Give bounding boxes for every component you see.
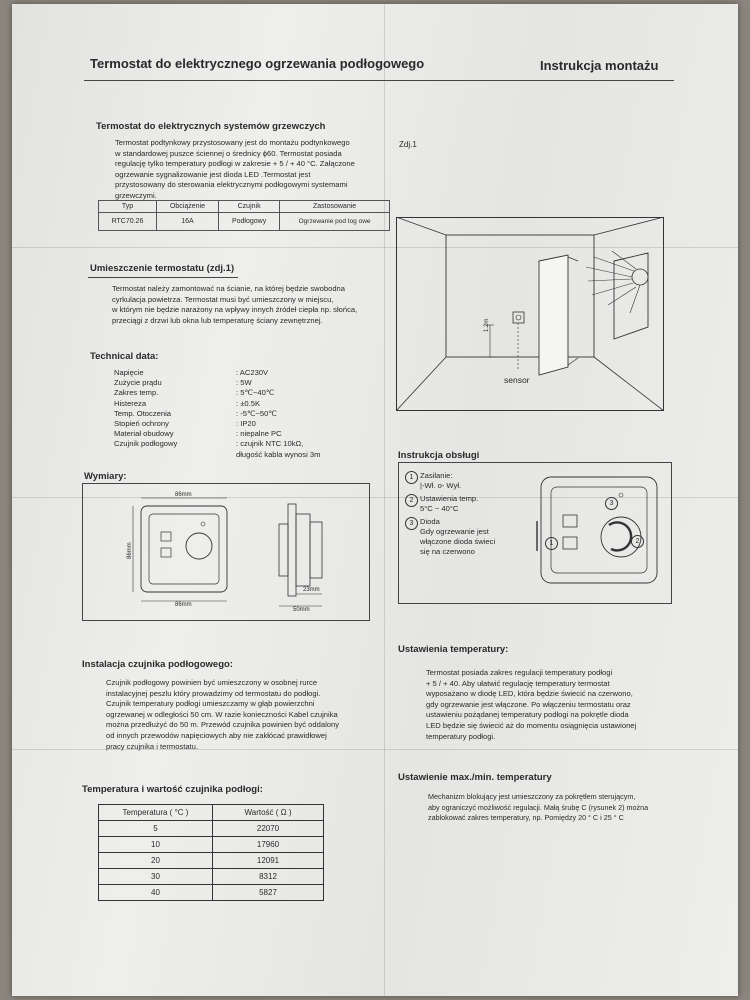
table-row: 30 8312 — [99, 869, 324, 885]
sensor-install-heading: Instalacja czujnika podłogowego: — [82, 659, 233, 670]
type-table-header: Zastosowanie — [280, 201, 390, 213]
document-subtitle: Instrukcja montażu — [540, 58, 659, 73]
dimensions-drawing — [83, 484, 369, 620]
mark-2: 2 — [631, 535, 644, 548]
temp-settings-heading: Ustawienia temperatury: — [398, 644, 509, 655]
dimensions-diagram — [82, 483, 370, 621]
resistance-table — [98, 804, 324, 901]
spec-row: Napięcie : AC230V — [114, 368, 269, 377]
technical-data-table — [112, 368, 322, 460]
operation-legend — [405, 471, 505, 557]
table-row: 10 17960 — [99, 837, 324, 853]
dimensions-heading: Wymiary: — [84, 471, 127, 482]
spec-row: Histereza : ±0.5K — [114, 398, 261, 408]
room-diagram — [396, 217, 664, 411]
type-table-header: Obciążenie — [156, 201, 218, 213]
type-table-header: Czujnik — [219, 201, 280, 213]
thermostat-front-drawing — [535, 475, 659, 587]
resistance-col-value: Wartość ( Ω ) — [213, 805, 324, 821]
sensor-install-text: Czujnik podłogowy powinien być umieszczony w osobnej rurce instalacyjnej peszlu który prowadzimy od termostatu do podłogi. Czujnik temperatury podłogi umieszczamy w głąb powierzchni ogrzewanej w odległości 50 cm. W razie konieczności Kabel czujnika można przedłużyć do 50 m. Przewód czujnika powinien być oddalony od innych przewodów napięciowych aby nie zakłócać prawidłowej pracy czujnika i termostatu. — [106, 678, 339, 751]
type-table-header: Typ — [99, 201, 157, 213]
legend-item-power: 1 Zasilanie: |-Wł. o- Wył. — [405, 471, 505, 491]
width-bottom-label: 86mm — [175, 602, 192, 608]
spec-row: Czujnik podłogowy : czujnik NTC 10kΩ, — [114, 439, 304, 449]
mark-3: 3 — [605, 497, 618, 510]
intro-heading: Termostat do elektrycznych systemów grzewczych — [96, 121, 326, 132]
table-row: 5 22070 — [99, 821, 324, 837]
type-table-cell: Podłogowy — [219, 213, 280, 231]
height-side-label: 86mm — [127, 542, 133, 559]
room-illustration — [396, 217, 664, 411]
resistance-heading: Temperatura i wartość czujnika podłogi: — [82, 784, 263, 795]
legend-item-led: 3 Dioda Gdy ogrzewanie jest włączone dioda świeci się na czerwono — [405, 517, 505, 557]
intro-text: Termostat podtynkowy przystosowany jest do montażu podtynkowego w standardowej puszce ściennej o średnicy ϕ60. Termostat posiada regulację tylko temperatury podłogi w zakresie + 5 / + 40 °C. Załączone ogrzewanie sygnalizowanie jest dioda LED .Termostat jest przystosowany do sterowania elektrycznymi podłogowymi systemami grzewczymi. — [115, 138, 355, 200]
depth2-label: 50mm — [293, 607, 310, 613]
spec-row: długość kabla wynosi 3m — [236, 449, 321, 459]
height-label: 1.2m — [484, 318, 490, 332]
maxmin-text: Mechanizm blokujący jest umieszczony za pokrętłem sterującym, aby ograniczyć możliwość regulacji. Małą śrubę C (rysunek 2) można zablokować zakres temperatury, np. Pomiędzy 20 ° C i 25 ° C — [428, 792, 649, 823]
spec-row: Zakres temp. : 5℃~40℃ — [114, 388, 275, 398]
placement-heading: Umieszczenie termostatu (zdj.1) — [90, 263, 235, 274]
technical-heading: Technical data: — [90, 351, 159, 362]
table-row: 20 12091 — [99, 853, 324, 869]
depth1-label: 23mm — [303, 587, 320, 593]
operation-heading: Instrukcja obsługi — [398, 450, 480, 461]
operation-panel — [398, 462, 672, 604]
resistance-col-temp: Temperatura ( °C ) — [99, 805, 213, 821]
placement-text: Termostat należy zamontować na ścianie, na której będzie swobodna cyrkulacja powietrza. Termostat musi być umieszczony w miejscu, w którym nie będzie narażony na wpływy innych źródeł ciepła np. słońca, przeciągi z drzwi lub okna lub temperaturę ściany zewnętrznej. — [112, 284, 358, 325]
temp-settings-text: Termostat posiada zakres regulacji temperatury podłogi + 5 / + 40. Aby ułatwić regulację temperatury termostat wyposażano w diodę LED, która będzie świecić na czerwono, gdy ogrzewanie jest włączone. Po włączeniu termostatu oraz ustawieniu pożądanej temperatury podłogi na pokrętle dioda LED będzie się świecić aż do momentu osiągnięcia ustawionej temperatury podłogi. — [426, 668, 637, 741]
maxmin-heading: Ustawienie max./min. temperatury — [398, 772, 552, 783]
spec-row: Stopień ochrony : IP20 — [114, 419, 256, 429]
figure-1-label: Zdj.1 — [399, 140, 417, 149]
spec-row: Temp. Otoczenia : -5℃~50℃ — [114, 408, 277, 418]
type-table-cell: Ogrzewanie pod tog owe — [280, 213, 390, 231]
document-sheet — [12, 4, 738, 996]
sensor-label: sensor — [504, 375, 530, 385]
spec-row: Materiał obudowy : niepalne PC — [114, 429, 282, 439]
type-table-cell: RTC70.26 — [99, 213, 157, 231]
document-title: Termostat do elektrycznego ogrzewania podłogowego — [90, 56, 425, 71]
width-top-label: 86mm — [175, 492, 192, 498]
table-row: 40 5827 — [99, 885, 324, 901]
type-table — [98, 200, 390, 231]
spec-row: Zużycie prądu : 5W — [114, 378, 252, 388]
type-table-cell: 16A — [156, 213, 218, 231]
mark-1: 1 — [545, 537, 558, 550]
legend-item-temp: 2 Ustawienia temp. 5°C ~ 40°C — [405, 494, 505, 514]
